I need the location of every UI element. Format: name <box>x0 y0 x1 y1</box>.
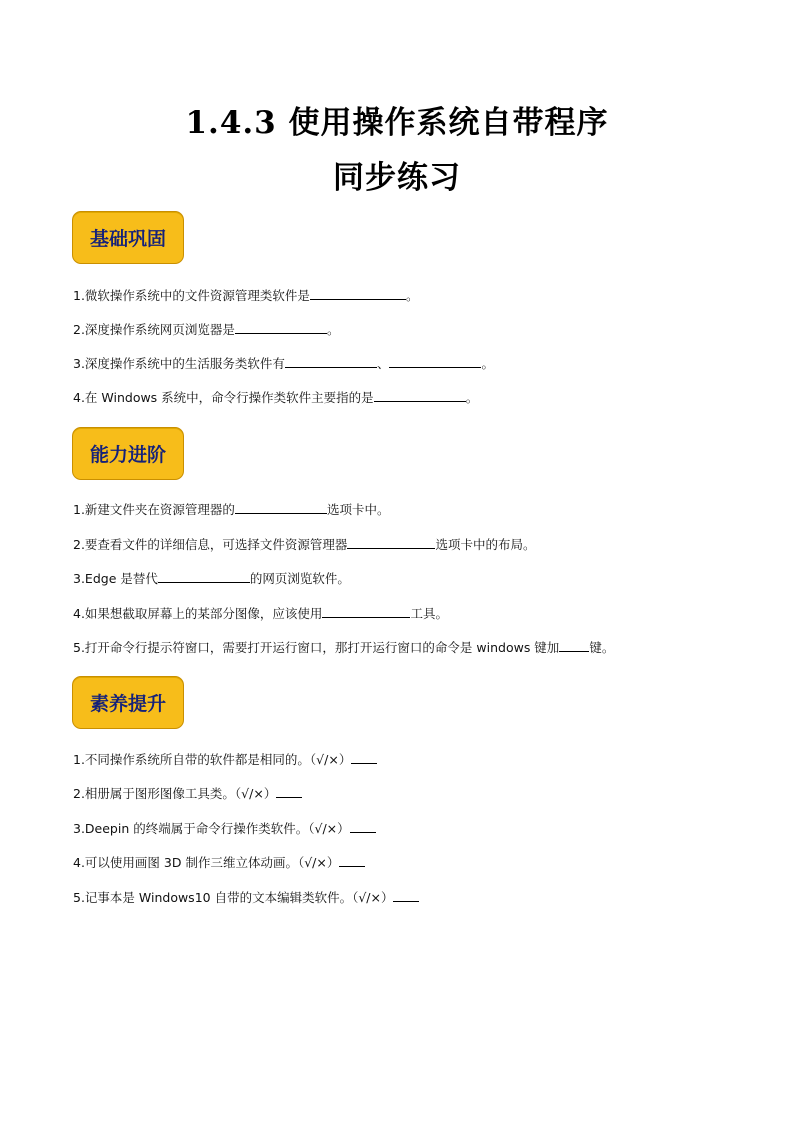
answer-blank[interactable] <box>351 751 377 764</box>
answer-blank[interactable] <box>374 389 466 402</box>
section-badge-advanced: 能力进阶 <box>72 427 184 480</box>
list-item: 4.如果想截取屏幕上的某部分图像，应该使用 工具。 <box>73 606 448 621</box>
list-item: 1.微软操作系统中的文件资源管理类软件是 。 <box>73 288 419 303</box>
answer-blank[interactable] <box>350 820 376 833</box>
answer-blank[interactable] <box>339 854 365 867</box>
list-item: 3.Deepin 的终端属于命令行操作类软件。（√/×） <box>73 820 376 837</box>
answer-blank[interactable] <box>347 536 435 549</box>
page-title: 1.4.3 使用操作系统自带程序 <box>185 105 609 141</box>
list-item: 2.深度操作系统网页浏览器是 。 <box>73 322 340 337</box>
list-item: 4.在 Windows 系统中，命令行操作类软件主要指的是 。 <box>73 390 479 405</box>
answer-blank[interactable] <box>393 889 419 902</box>
list-item: 2.相册属于图形图像工具类。（√/×） <box>73 785 302 802</box>
list-item: 3.Edge 是替代 的网页浏览软件。 <box>73 571 350 586</box>
list-item: 3.深度操作系统中的生活服务类软件有 、 。 <box>73 356 494 371</box>
page-subtitle: 同步练习 <box>333 160 461 196</box>
list-item: 4.可以使用画图 3D 制作三维立体动画。（√/×） <box>73 854 365 871</box>
list-item: 1.不同操作系统所自带的软件都是相同的。（√/×） <box>73 751 377 768</box>
answer-blank[interactable] <box>322 605 410 618</box>
section-badge-literacy: 素养提升 <box>72 676 184 729</box>
answer-blank[interactable] <box>285 355 377 368</box>
answer-blank[interactable] <box>389 355 481 368</box>
list-item: 5.打开命令行提示符窗口，需要打开运行窗口，那打开运行窗口的命令是 windows 键加 键。 <box>73 640 615 655</box>
list-item: 1.新建文件夹在资源管理器的 选项卡中。 <box>73 502 390 517</box>
answer-blank[interactable] <box>559 639 589 652</box>
answer-blank[interactable] <box>310 287 406 300</box>
section-badge-basic: 基础巩固 <box>72 211 184 264</box>
answer-blank[interactable] <box>235 321 327 334</box>
list-item: 2.要查看文件的详细信息，可选择文件资源管理器 选项卡中的布局。 <box>73 537 536 552</box>
answer-blank[interactable] <box>235 501 327 514</box>
answer-blank[interactable] <box>158 570 250 583</box>
answer-blank[interactable] <box>276 785 302 798</box>
list-item: 5.记事本是 Windows10 自带的文本编辑类软件。（√/×） <box>73 889 419 906</box>
